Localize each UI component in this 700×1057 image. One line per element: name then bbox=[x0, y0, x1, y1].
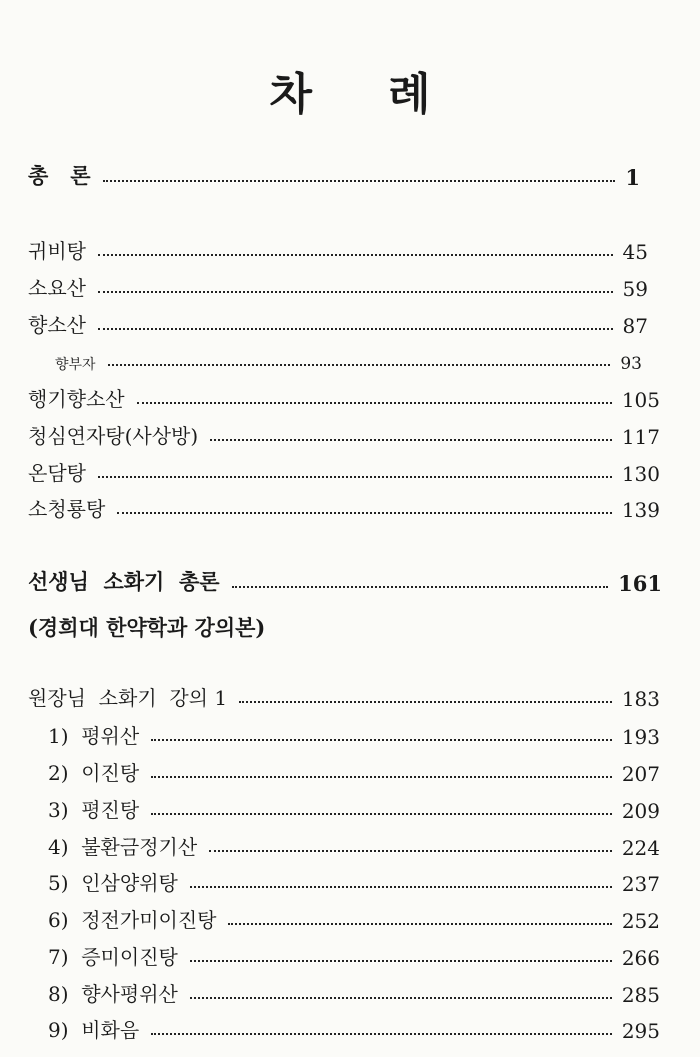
toc-entry-sub[interactable] bbox=[55, 344, 642, 374]
toc-page: 93 bbox=[620, 354, 642, 374]
toc-page: 295 bbox=[621, 1019, 660, 1043]
toc-entry[interactable] bbox=[28, 308, 648, 338]
toc-page: 252 bbox=[621, 909, 660, 933]
toc-entry[interactable] bbox=[48, 1013, 660, 1043]
toc-label: 원장님 소화기 강의 1 bbox=[28, 686, 228, 710]
leader-dots bbox=[98, 476, 612, 478]
leader-dots bbox=[190, 997, 612, 999]
toc-page: 45 bbox=[622, 240, 648, 264]
toc-label: 향소산 bbox=[28, 313, 86, 337]
toc-label: 총 론 bbox=[28, 163, 91, 188]
section-subtitle: (경희대 한약학과 강의본) bbox=[28, 615, 266, 640]
toc-label: 3) 평진탕 bbox=[48, 798, 140, 822]
leader-dots bbox=[151, 813, 612, 815]
leader-dots bbox=[98, 328, 613, 330]
leader-dots bbox=[98, 254, 613, 256]
toc-page: 266 bbox=[621, 946, 660, 970]
toc-entry[interactable] bbox=[48, 793, 660, 823]
toc-entry[interactable] bbox=[48, 830, 660, 860]
leader-dots bbox=[232, 586, 609, 588]
toc-label: 온담탕 bbox=[28, 461, 86, 485]
toc-label: 7) 증미이진탕 bbox=[48, 945, 178, 969]
page-title bbox=[0, 58, 700, 122]
toc-label: 5) 인삼양위탕 bbox=[48, 871, 178, 895]
leader-dots bbox=[151, 1033, 612, 1035]
toc-entry-overview[interactable] bbox=[28, 160, 640, 190]
toc-entry[interactable] bbox=[48, 940, 660, 970]
leader-dots bbox=[137, 402, 612, 404]
toc-label: 6) 정전가미이진탕 bbox=[48, 908, 217, 932]
toc-entry[interactable] bbox=[48, 719, 660, 749]
leader-dots bbox=[151, 776, 612, 778]
toc-page: 139 bbox=[621, 498, 660, 522]
toc-page: 209 bbox=[621, 799, 660, 823]
toc-page: 183 bbox=[621, 687, 660, 711]
toc-page: 161 bbox=[618, 571, 662, 596]
toc-page: 1 bbox=[625, 165, 640, 190]
toc-entry[interactable] bbox=[28, 382, 660, 412]
toc-entry[interactable] bbox=[48, 903, 660, 933]
leader-dots bbox=[98, 291, 613, 293]
leader-dots bbox=[190, 886, 612, 888]
toc-label: 4) 불환금정기산 bbox=[48, 835, 198, 859]
toc-label: 8) 향사평위산 bbox=[48, 982, 178, 1006]
leader-dots bbox=[103, 180, 616, 182]
toc-label: 1) 평위산 bbox=[48, 724, 140, 748]
toc-page: 193 bbox=[621, 725, 660, 749]
toc-page: 117 bbox=[621, 425, 660, 449]
toc-label: 선생님 소화기 총론 bbox=[28, 569, 220, 594]
leader-dots bbox=[190, 960, 612, 962]
leader-dots bbox=[228, 923, 611, 925]
toc-entry[interactable] bbox=[28, 271, 648, 301]
leader-dots bbox=[108, 364, 611, 366]
toc-label: 청심연자탕(사상방) bbox=[28, 424, 199, 448]
toc-entry[interactable] bbox=[48, 866, 660, 896]
toc-label: 2) 이진탕 bbox=[48, 761, 140, 785]
toc-page: 207 bbox=[621, 762, 660, 786]
title-char-1: 차 bbox=[269, 69, 312, 120]
leader-dots bbox=[151, 739, 612, 741]
leader-dots bbox=[210, 439, 612, 441]
toc-page: 105 bbox=[621, 388, 660, 412]
leader-dots bbox=[239, 701, 612, 703]
toc-entry-section[interactable] bbox=[28, 566, 662, 596]
toc-page: 224 bbox=[621, 836, 660, 860]
toc-entry[interactable] bbox=[28, 456, 660, 486]
toc-label: 소청룡탕 bbox=[28, 497, 106, 521]
toc-page: 237 bbox=[621, 872, 660, 896]
toc-page: 87 bbox=[622, 314, 648, 338]
toc-entry[interactable] bbox=[28, 234, 648, 264]
title-char-2: 례 bbox=[388, 69, 431, 120]
toc-label: 9) 비화음 bbox=[48, 1018, 140, 1042]
toc-entry[interactable] bbox=[28, 419, 660, 449]
toc-label: 향부자 bbox=[55, 357, 96, 373]
toc-entry[interactable] bbox=[48, 977, 660, 1007]
toc-label: 소요산 bbox=[28, 276, 86, 300]
toc-page: 130 bbox=[621, 462, 660, 486]
leader-dots bbox=[209, 850, 612, 852]
toc-entry[interactable] bbox=[48, 756, 660, 786]
leader-dots bbox=[117, 512, 612, 514]
toc-entry[interactable] bbox=[28, 492, 660, 522]
toc-label: 귀비탕 bbox=[28, 239, 86, 263]
toc-page: 59 bbox=[622, 277, 648, 301]
toc-page: 285 bbox=[621, 983, 660, 1007]
toc-entry[interactable] bbox=[28, 681, 660, 711]
toc-label: 행기향소산 bbox=[28, 387, 125, 411]
